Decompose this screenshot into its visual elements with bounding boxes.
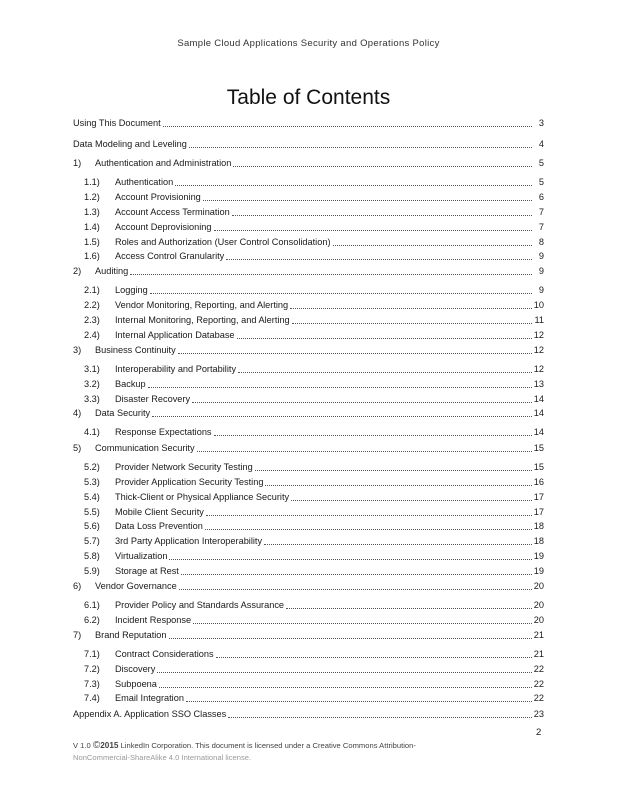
dot-leader: [290, 300, 532, 309]
toc-entry-page: 22: [533, 679, 544, 689]
toc-entry[interactable]: [84, 648, 544, 660]
toc-entry[interactable]: [84, 314, 544, 326]
toc-entry[interactable]: [84, 520, 544, 532]
toc-entry-label: Logging: [115, 285, 148, 295]
toc-entry-number: 1.2): [84, 192, 100, 202]
toc-entry[interactable]: [73, 117, 544, 129]
toc-entry-page: 5: [538, 177, 544, 187]
toc-entry[interactable]: [84, 221, 544, 233]
dot-leader: [291, 492, 532, 501]
toc-entry-number: 6.1): [84, 600, 100, 610]
toc-entry-page: 6: [538, 192, 544, 202]
toc-entry-page: 7: [538, 222, 544, 232]
dot-leader: [214, 222, 532, 231]
toc-entry-label: Provider Application Security Testing: [115, 477, 264, 487]
dot-leader: [205, 521, 532, 530]
toc-entry-number: 2.2): [84, 300, 100, 310]
toc-entry-number: 4.1): [84, 427, 100, 437]
toc-entry[interactable]: [84, 191, 544, 203]
toc-entry-label: Business Continuity: [95, 345, 176, 355]
toc-entry[interactable]: [73, 708, 544, 720]
toc-entry-page: 4: [538, 139, 544, 149]
toc-entry-label: Using This Document: [73, 118, 161, 128]
toc-entry-label: Disaster Recovery: [115, 394, 191, 404]
toc-entry-number: 5.2): [84, 462, 100, 472]
toc-entry-page: 18: [533, 521, 544, 531]
toc-entry-page: 21: [533, 630, 544, 640]
toc-entry[interactable]: [73, 629, 544, 641]
toc-entry[interactable]: [73, 442, 544, 454]
toc-entry[interactable]: [84, 599, 544, 611]
toc-entry-page: 9: [538, 266, 544, 276]
toc-entry[interactable]: [84, 426, 544, 438]
toc-entry-page: 5: [538, 158, 544, 168]
toc-entry-label: Roles and Authorization (User Control Consolidation): [115, 237, 331, 247]
toc-entry-label: Subpoena: [115, 679, 157, 689]
dot-leader: [203, 192, 532, 201]
toc-entry-number: 7.3): [84, 679, 100, 689]
dot-leader: [265, 477, 531, 486]
toc-entry-label: Provider Policy and Standards Assurance: [115, 600, 285, 610]
toc-entry-label: Internal Application Database: [115, 330, 235, 340]
toc-entry-page: 14: [533, 394, 544, 404]
toc-entry-label: Response Expectations: [115, 427, 212, 437]
dot-leader: [333, 237, 532, 246]
footer-year: 2015: [100, 741, 119, 750]
toc-entry-page: 23: [533, 709, 544, 719]
footer-version: V 1.0: [73, 741, 91, 750]
toc-entry-label: Incident Response: [115, 615, 192, 625]
dot-leader: [216, 649, 532, 658]
dot-leader: [226, 251, 532, 260]
toc-entry-page: 13: [533, 379, 544, 389]
toc-entry-page: 15: [533, 443, 544, 453]
dot-leader: [189, 139, 532, 148]
toc-entry-number: 5.9): [84, 566, 100, 576]
dot-leader: [238, 364, 532, 373]
toc-entry-number: 2.4): [84, 330, 100, 340]
dot-leader: [255, 462, 532, 471]
toc-entry-label: Interoperability and Portability: [115, 364, 237, 374]
toc-entry-number: 5.3): [84, 477, 100, 487]
toc-entry-label: Internal Monitoring, Reporting, and Alerting: [115, 315, 290, 325]
toc-entry[interactable]: [84, 329, 544, 341]
toc-entry-page: 19: [533, 566, 544, 576]
dot-leader: [192, 394, 532, 403]
toc-entry-page: 3: [538, 118, 544, 128]
toc-entry-page: 11: [534, 315, 544, 325]
toc-entry-label: Discovery: [115, 664, 156, 674]
toc-entry-number: 7): [73, 630, 82, 640]
toc-entry-label: Access Control Granularity: [115, 251, 225, 261]
toc-entry-number: 2): [73, 266, 82, 276]
toc-entry-page: 20: [533, 581, 544, 591]
running-header: Sample Cloud Applications Security and Operations Policy: [177, 38, 440, 49]
dot-leader: [237, 330, 532, 339]
toc-entry-label: Provider Network Security Testing: [115, 462, 253, 472]
toc-entry[interactable]: [84, 378, 544, 390]
toc-entry-number: 3): [73, 345, 82, 355]
toc-entry-page: 7: [538, 207, 544, 217]
toc-entry-label: Authentication: [115, 177, 174, 187]
toc-entry-page: 20: [533, 615, 544, 625]
toc-entry[interactable]: [84, 506, 544, 518]
toc-entry-number: 5.7): [84, 536, 100, 546]
toc-entry[interactable]: [84, 614, 544, 626]
footer: [73, 740, 543, 764]
dot-leader: [157, 664, 531, 673]
toc-entry-number: 3.2): [84, 379, 100, 389]
toc-entry-label: Account Deprovisioning: [115, 222, 212, 232]
toc-entry-page: 17: [533, 492, 544, 502]
toc-entry[interactable]: [84, 678, 544, 690]
toc-entry-number: 7.4): [84, 693, 100, 703]
toc-entry-number: 7.1): [84, 649, 100, 659]
dot-leader: [228, 709, 532, 718]
dot-leader: [179, 581, 532, 590]
toc-entry-label: Vendor Monitoring, Reporting, and Alerting: [115, 300, 289, 310]
toc-entry-label: Account Provisioning: [115, 192, 201, 202]
dot-leader: [130, 266, 532, 275]
page-number: 2: [536, 727, 542, 738]
toc-entry-number: 2.1): [84, 285, 100, 295]
toc-entry[interactable]: [84, 176, 544, 188]
toc-entry-number: 5.8): [84, 551, 100, 561]
toc-entry-number: 6): [73, 581, 82, 591]
toc-entry[interactable]: [84, 491, 544, 503]
toc-entry-label: Thick-Client or Physical Appliance Security: [115, 492, 290, 502]
toc-entry-label: Account Access Termination: [115, 207, 230, 217]
toc-entry-number: 5.4): [84, 492, 100, 502]
toc-entry[interactable]: [73, 580, 544, 592]
toc-entry-page: 20: [533, 600, 544, 610]
toc-entry-page: 21: [533, 649, 544, 659]
toc-entry-label: Mobile Client Security: [115, 507, 204, 517]
toc-entry-number: 1.6): [84, 251, 100, 261]
toc-entry[interactable]: [73, 407, 544, 419]
toc-title: Table of Contents: [226, 86, 391, 109]
toc-entry-number: 3.3): [84, 394, 100, 404]
toc-entry[interactable]: [84, 250, 544, 262]
toc-entry-page: 12: [533, 330, 544, 340]
toc-entry-label: Communication Security: [95, 443, 195, 453]
toc-entry-label: Authentication and Administration: [95, 158, 232, 168]
toc-entry-label: Data Security: [95, 408, 151, 418]
toc-entry-label: Data Loss Prevention: [115, 521, 203, 531]
footer-license-text-2: NonCommercial-ShareAlike 4.0 International license.: [73, 753, 252, 762]
toc-entry[interactable]: [84, 565, 544, 577]
dot-leader: [206, 507, 532, 516]
dot-leader: [169, 630, 532, 639]
toc-entry[interactable]: [84, 284, 544, 296]
toc-entry-page: 22: [533, 693, 544, 703]
toc-entry-number: 5.5): [84, 507, 100, 517]
toc-entry[interactable]: [84, 535, 544, 547]
toc-entry-label: Backup: [115, 379, 146, 389]
toc-entry-number: 5.6): [84, 521, 100, 531]
toc-entry[interactable]: [84, 206, 544, 218]
dot-leader: [193, 615, 532, 624]
toc-entry-number: 5): [73, 443, 82, 453]
dot-leader: [181, 566, 532, 575]
toc-entry[interactable]: [84, 663, 544, 675]
toc-entry-label: 3rd Party Application Interoperability: [115, 536, 263, 546]
toc-entry-number: 4): [73, 408, 82, 418]
toc-entry[interactable]: [84, 363, 544, 375]
dot-leader: [197, 443, 532, 452]
footer-line-1: [73, 740, 543, 752]
toc-entry-page: 16: [533, 477, 544, 487]
toc-entry-number: 1.4): [84, 222, 100, 232]
toc-entry[interactable]: [73, 344, 544, 356]
toc-entry-page: 14: [533, 408, 544, 418]
dot-leader: [233, 158, 532, 167]
toc-entry-page: 18: [533, 536, 544, 546]
toc-entry[interactable]: [73, 265, 544, 277]
toc-entry[interactable]: [73, 157, 544, 169]
footer-license-text: LinkedIn Corporation. This document is licensed under a Creative Commons Attribution-: [120, 741, 416, 750]
toc-entry-label: Contract Considerations: [115, 649, 214, 659]
toc-entry[interactable]: [73, 138, 544, 150]
toc-entry-page: 8: [538, 237, 544, 247]
dot-leader: [175, 177, 532, 186]
dot-leader: [286, 600, 532, 609]
toc-entry-label: Brand Reputation: [95, 630, 167, 640]
toc-entry-label: Auditing: [95, 266, 129, 276]
toc-entry-number: 1.1): [84, 177, 100, 187]
toc-entry-page: 14: [533, 427, 544, 437]
toc-entry[interactable]: [84, 550, 544, 562]
toc-entry[interactable]: [84, 393, 544, 405]
toc-entry-number: 7.2): [84, 664, 100, 674]
toc-entry[interactable]: [84, 476, 544, 488]
dot-leader: [214, 427, 532, 436]
toc-entry-label: Data Modeling and Leveling: [73, 139, 187, 149]
toc-entry-number: 1.3): [84, 207, 100, 217]
dot-leader: [159, 679, 532, 688]
dot-leader: [169, 551, 531, 560]
toc-entry-number: 1.5): [84, 237, 100, 247]
toc-entry-page: 9: [538, 251, 544, 261]
toc-entry-label: Vendor Governance: [95, 581, 177, 591]
toc-entry[interactable]: [84, 299, 544, 311]
toc-entry-page: 10: [533, 300, 544, 310]
dot-leader: [232, 207, 532, 216]
dot-leader: [264, 536, 532, 545]
toc-entry[interactable]: [84, 692, 544, 704]
dot-leader: [163, 118, 532, 127]
toc-entry-number: 3.1): [84, 364, 100, 374]
toc-entry-label: Virtualization: [115, 551, 168, 561]
toc-entry-page: 19: [533, 551, 544, 561]
dot-leader: [186, 693, 532, 702]
dot-leader: [178, 345, 532, 354]
toc-entry-number: 1): [73, 158, 82, 168]
toc-entry-page: 17: [533, 507, 544, 517]
toc-entry-label: Email Integration: [115, 693, 184, 703]
toc-entry-page: 12: [533, 345, 544, 355]
dot-leader: [152, 408, 532, 417]
dot-leader: [148, 379, 532, 388]
toc-entry-page: 22: [533, 664, 544, 674]
toc-entry[interactable]: [84, 236, 544, 248]
dot-leader: [150, 285, 532, 294]
toc-entry-page: 12: [533, 364, 544, 374]
dot-leader: [292, 315, 532, 324]
toc-entry-page: 9: [538, 285, 544, 295]
toc-entry-label: Storage at Rest: [115, 566, 179, 576]
toc-entry-page: 15: [533, 462, 544, 472]
copyright-symbol: ©: [92, 740, 101, 751]
toc-entry[interactable]: [84, 461, 544, 473]
toc-entry-number: 2.3): [84, 315, 100, 325]
toc-entry-number: 6.2): [84, 615, 100, 625]
toc-entry-label: Appendix A. Application SSO Classes: [73, 709, 227, 719]
